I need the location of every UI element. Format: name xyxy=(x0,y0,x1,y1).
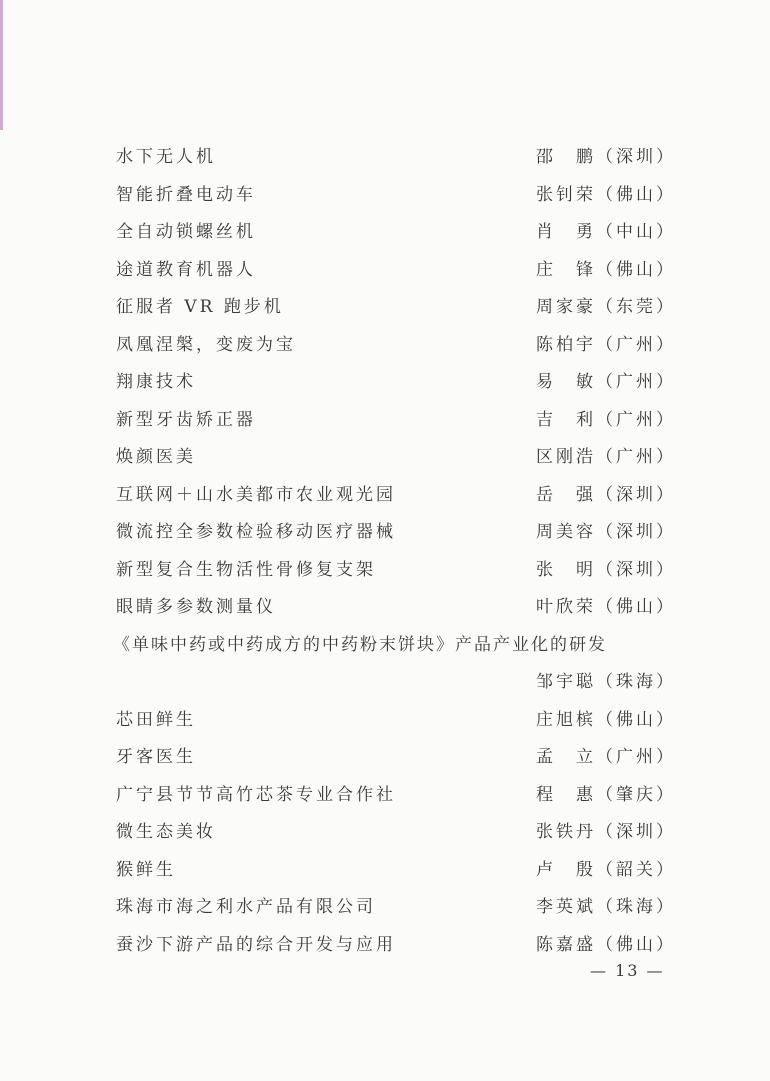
list-item xyxy=(116,209,676,247)
winner-name: 易 敏（广州） xyxy=(536,372,676,392)
award-list xyxy=(113,134,676,959)
list-item xyxy=(116,922,676,960)
winner-name: 周家豪（东莞） xyxy=(536,297,676,317)
list-item xyxy=(116,584,676,622)
project-name: 智能折叠电动车 xyxy=(116,184,256,205)
winner-name: 区刚浩（广州） xyxy=(536,447,676,467)
winner-name: 叶欣荣（佛山） xyxy=(536,597,676,617)
list-item xyxy=(116,434,676,472)
winner-name: 吉 利（广州） xyxy=(536,409,676,430)
list-item xyxy=(116,547,676,585)
winner-name: 庄 锋（佛山） xyxy=(536,259,676,280)
project-name: 微流控全参数检验移动医疗器械 xyxy=(116,522,396,542)
list-item xyxy=(116,809,676,847)
project-name: 互联网＋山水美都市农业观光园 xyxy=(116,484,396,505)
project-name: 微生态美妆 xyxy=(116,822,216,842)
project-name: 征服者 VR 跑步机 xyxy=(116,297,284,317)
list-item xyxy=(116,847,676,885)
winner-name: 岳 强（深圳） xyxy=(536,484,676,505)
page-number: — 13 — xyxy=(590,961,665,980)
project-name: 蚕沙下游产品的综合开发与应用 xyxy=(116,934,396,955)
list-item xyxy=(116,284,676,322)
winner-name: 陈柏宇（广州） xyxy=(536,334,676,355)
project-name: 全自动锁螺丝机 xyxy=(116,222,256,242)
list-item xyxy=(116,472,676,510)
margin-mark xyxy=(0,0,3,130)
winner-name: 孟 立（广州） xyxy=(536,747,676,767)
list-item xyxy=(116,697,676,735)
list-item xyxy=(116,509,676,547)
list-item xyxy=(116,734,676,772)
project-name: 猴鲜生 xyxy=(116,859,176,880)
winner-name: 张钊荣（佛山） xyxy=(536,184,676,205)
project-name: 翔康技术 xyxy=(116,372,196,392)
project-name: 牙客医生 xyxy=(116,747,196,767)
list-item xyxy=(116,359,676,397)
project-name: 芯田鲜生 xyxy=(116,709,196,730)
list-item xyxy=(113,622,676,660)
project-name: 新型牙齿矫正器 xyxy=(116,409,256,430)
project-name: 珠海市海之利水产品有限公司 xyxy=(116,897,376,917)
winner-name: 肖 勇（中山） xyxy=(536,222,676,242)
list-item xyxy=(116,397,676,435)
list-item xyxy=(116,322,676,360)
project-name: 广宁县节节高竹芯茶专业合作社 xyxy=(116,784,396,805)
list-item xyxy=(116,247,676,285)
project-name: 焕颜医美 xyxy=(116,447,196,467)
list-item xyxy=(116,172,676,210)
project-name: 凤凰涅槃，变废为宝 xyxy=(116,334,296,355)
project-name: 眼睛多参数测量仪 xyxy=(116,597,276,617)
list-item xyxy=(116,659,676,697)
project-name: 途道教育机器人 xyxy=(116,259,256,280)
winner-name: 程 惠（肇庆） xyxy=(536,784,676,805)
project-name: 《单味中药或中药成方的中药粉末饼块》产品产业化的研发 xyxy=(113,634,607,655)
winner-name: 卢 殷（韶关） xyxy=(536,859,676,880)
project-name: 新型复合生物活性骨修复支架 xyxy=(116,559,376,580)
winner-name: 周美容（深圳） xyxy=(536,522,676,542)
list-item xyxy=(116,884,676,922)
winner-name: 张 明（深圳） xyxy=(536,559,676,580)
list-item xyxy=(116,772,676,810)
winner-name: 张铁丹（深圳） xyxy=(536,822,676,842)
winner-name: 邹宇聪（珠海） xyxy=(536,672,676,692)
winner-name: 邵 鹏（深圳） xyxy=(536,147,676,167)
winner-name: 庄旭槟（佛山） xyxy=(536,709,676,730)
winner-name: 李英斌（珠海） xyxy=(536,897,676,917)
winner-name: 陈嘉盛（佛山） xyxy=(536,934,676,955)
list-item xyxy=(116,134,676,172)
project-name: 水下无人机 xyxy=(116,147,216,167)
